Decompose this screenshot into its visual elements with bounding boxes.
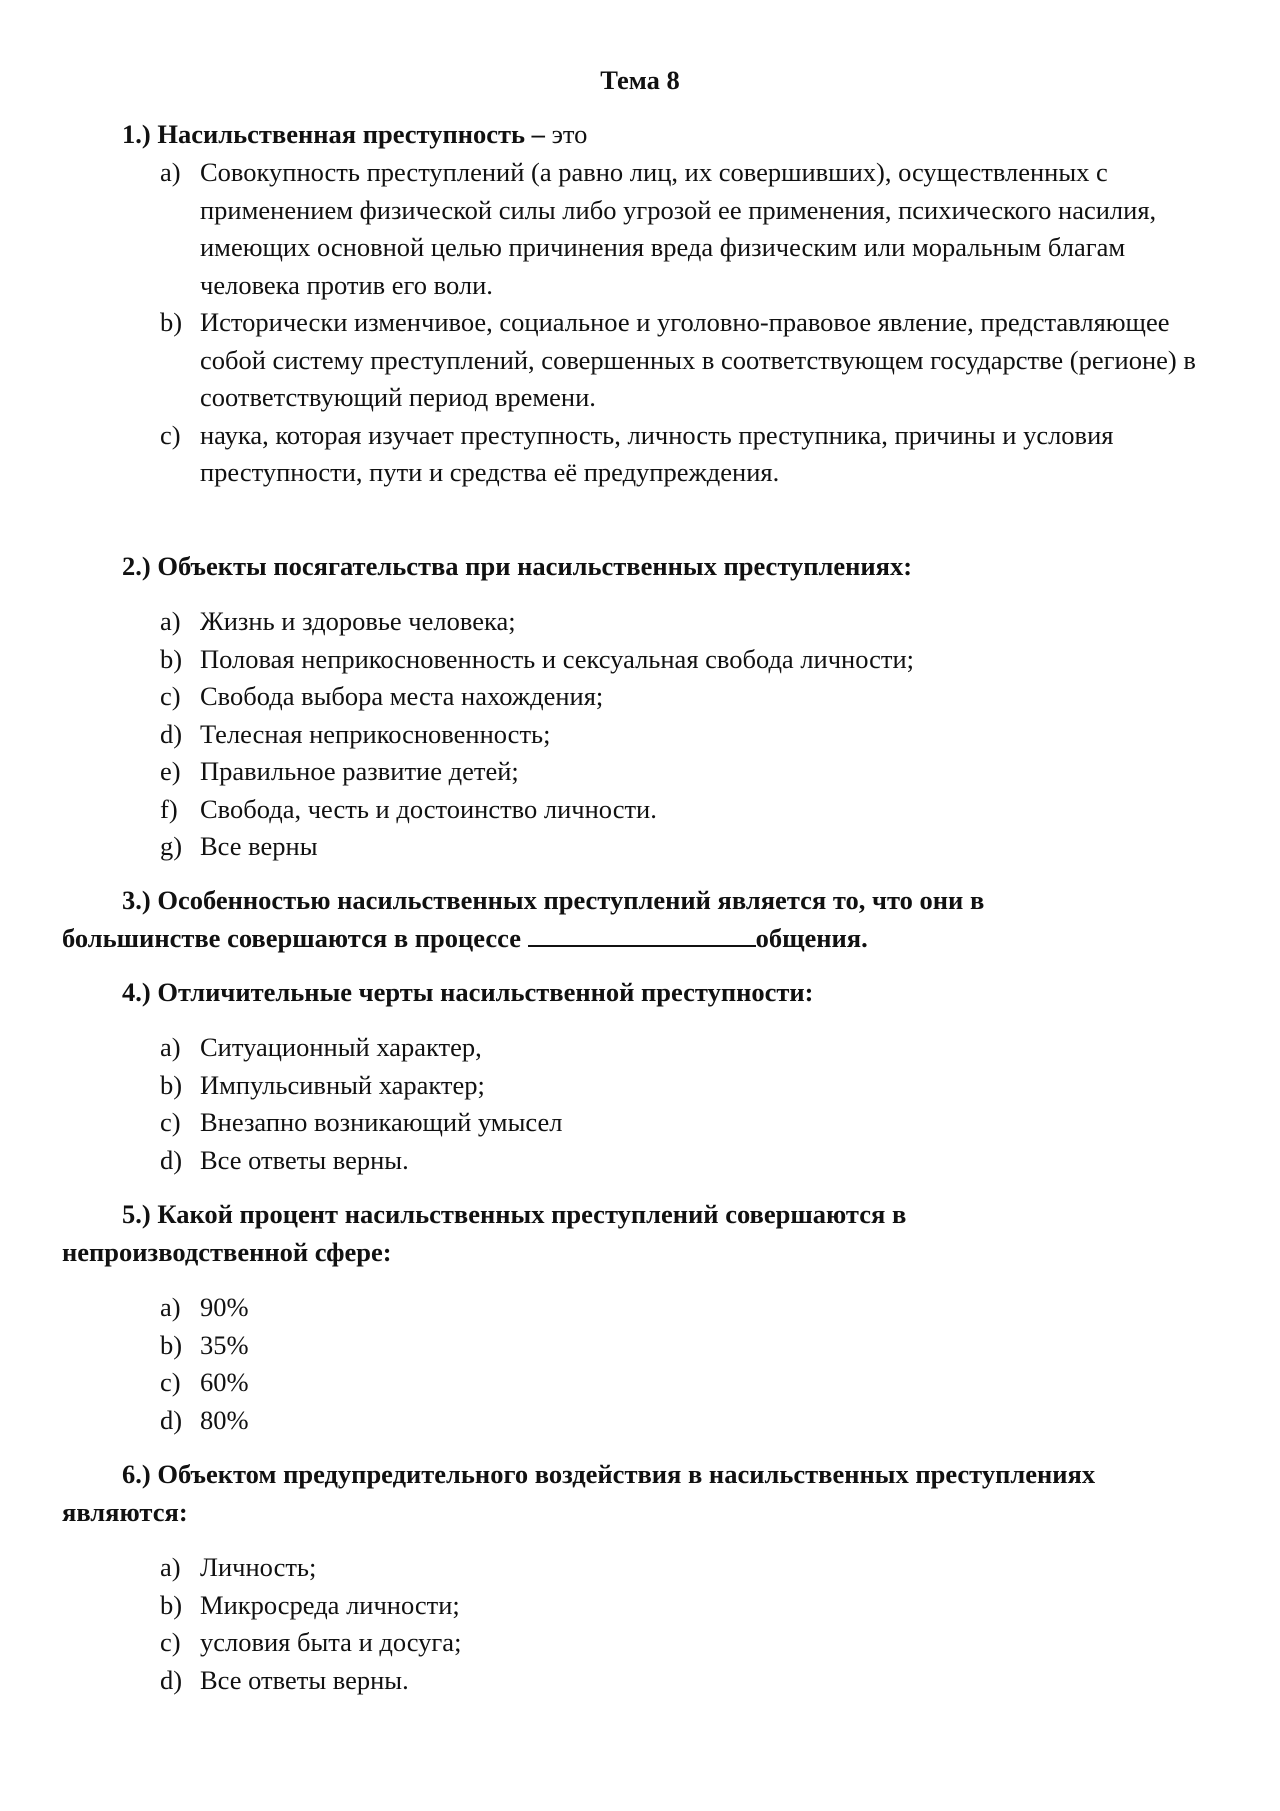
option-text: Все ответы верны.	[200, 1664, 409, 1695]
option-text: Телесная неприкосновенность;	[200, 718, 551, 749]
question-text: Объектом предупредительного воздействия в насильственных преступлениях являются:	[62, 1459, 1096, 1527]
option-item	[160, 1104, 1200, 1142]
option-item	[160, 1289, 1200, 1327]
question-6-options	[160, 1549, 1200, 1699]
question-3-heading	[62, 882, 1122, 957]
question-4-options	[160, 1029, 1200, 1179]
option-marker: f)	[160, 793, 178, 824]
option-text: Внезапно возникающий умысел	[200, 1107, 563, 1137]
option-item	[160, 1624, 1200, 1662]
option-marker: c)	[160, 1107, 181, 1137]
option-item	[160, 1549, 1200, 1587]
option-text: Исторически изменчивое, социальное и уголовно-правовое явление, представляющее собой систему преступлений, совершенных в соответствующем государстве (регионе) в соответствующий период времени.	[200, 307, 1196, 412]
option-marker: c)	[160, 419, 181, 450]
option-item	[160, 791, 1200, 829]
option-text: Личность;	[200, 1552, 317, 1582]
option-text: Все ответы верны.	[200, 1144, 409, 1175]
option-item	[160, 1142, 1200, 1180]
option-marker: a)	[160, 1552, 181, 1582]
fill-in-blank[interactable]	[528, 921, 756, 947]
option-marker: c)	[160, 681, 181, 711]
option-text: 35%	[200, 1329, 249, 1360]
option-text: Половая неприкосновенность и сексуальная свобода личности;	[200, 643, 915, 674]
option-item	[160, 154, 1200, 304]
question-number: 2.)	[122, 551, 151, 581]
option-text: наука, которая изучает преступность, личность преступника, причины и условия преступности, пути и средства её предупреждения.	[200, 419, 1114, 487]
option-marker: b)	[160, 307, 183, 337]
option-marker: d)	[160, 1664, 183, 1695]
option-item	[160, 716, 1200, 754]
option-item	[160, 1402, 1200, 1440]
question-1-options	[160, 154, 1200, 492]
option-item	[160, 1662, 1200, 1700]
option-text: Свобода, честь и достоинство личности.	[200, 793, 657, 824]
option-marker: e)	[160, 756, 181, 786]
page-title: Тема 8	[600, 65, 680, 95]
option-item	[160, 1327, 1200, 1365]
option-marker: a)	[160, 157, 181, 187]
option-item	[160, 1587, 1200, 1625]
option-item	[160, 1364, 1200, 1402]
option-item	[160, 603, 1200, 641]
question-1-heading	[122, 116, 1242, 154]
option-marker: d)	[160, 718, 183, 749]
question-4-heading	[122, 974, 1242, 1012]
option-marker: b)	[160, 643, 183, 674]
option-text: Жизнь и здоровье человека;	[200, 606, 516, 636]
option-text: Свобода выбора места нахождения;	[200, 681, 604, 711]
option-text: 60%	[200, 1367, 249, 1397]
option-marker: a)	[160, 1292, 181, 1322]
option-text: условия быта и досуга;	[200, 1627, 462, 1657]
option-marker: c)	[160, 1627, 181, 1657]
option-item	[160, 828, 1200, 866]
question-text-tail: это	[544, 119, 588, 149]
option-marker: a)	[160, 606, 181, 636]
question-5-heading	[62, 1196, 1122, 1271]
option-marker: b)	[160, 1589, 183, 1620]
option-item	[160, 641, 1200, 679]
question-text: Объекты посягательства при насильственных преступлениях:	[157, 551, 913, 581]
question-text: Насильственная преступность –	[157, 119, 545, 149]
option-text: Совокупность преступлений (а равно лиц, их совершивших), осуществленных с применением физической силы либо угрозой ее применения, психического насилия, имеющих основной целью причинения вреда физическим или моральным благам человека против его воли.	[200, 157, 1157, 300]
option-marker: d)	[160, 1144, 183, 1175]
option-text: Ситуационный характер,	[200, 1032, 482, 1062]
option-text: 80%	[200, 1404, 249, 1435]
option-marker: a)	[160, 1032, 181, 1062]
option-text: Правильное развитие детей;	[200, 756, 519, 786]
option-text: Импульсивный характер;	[200, 1069, 485, 1100]
question-number: 3.)	[122, 885, 151, 915]
question-text-tail: общения.	[755, 922, 868, 953]
option-marker: b)	[160, 1069, 183, 1100]
option-item	[160, 417, 1200, 492]
option-item	[160, 1067, 1200, 1105]
option-marker: c)	[160, 1367, 181, 1397]
option-marker: d)	[160, 1404, 183, 1435]
question-number: 6.)	[122, 1459, 151, 1489]
option-item	[160, 1029, 1200, 1067]
question-text: Какой процент насильственных преступлений совершаются в непроизводственной сфере:	[62, 1199, 907, 1267]
option-text: Микросреда личности;	[200, 1589, 460, 1620]
question-6-heading	[62, 1456, 1122, 1531]
option-item	[160, 304, 1200, 417]
question-2-heading	[122, 548, 1242, 586]
question-number: 4.)	[122, 977, 151, 1007]
option-marker: g)	[160, 831, 183, 861]
option-item	[160, 678, 1200, 716]
option-text: Все верны	[200, 831, 318, 861]
option-item	[160, 753, 1200, 791]
question-2-options	[160, 603, 1200, 866]
option-text: 90%	[200, 1292, 249, 1322]
option-marker: b)	[160, 1329, 183, 1360]
question-text: Особенностью насильственных преступлений является то, что они в большинстве совершаются в процессе	[62, 885, 985, 953]
question-number: 5.)	[122, 1199, 151, 1229]
question-5-options	[160, 1289, 1200, 1439]
question-number: 1.)	[122, 119, 151, 149]
question-text: Отличительные черты насильственной преступности:	[157, 977, 814, 1007]
